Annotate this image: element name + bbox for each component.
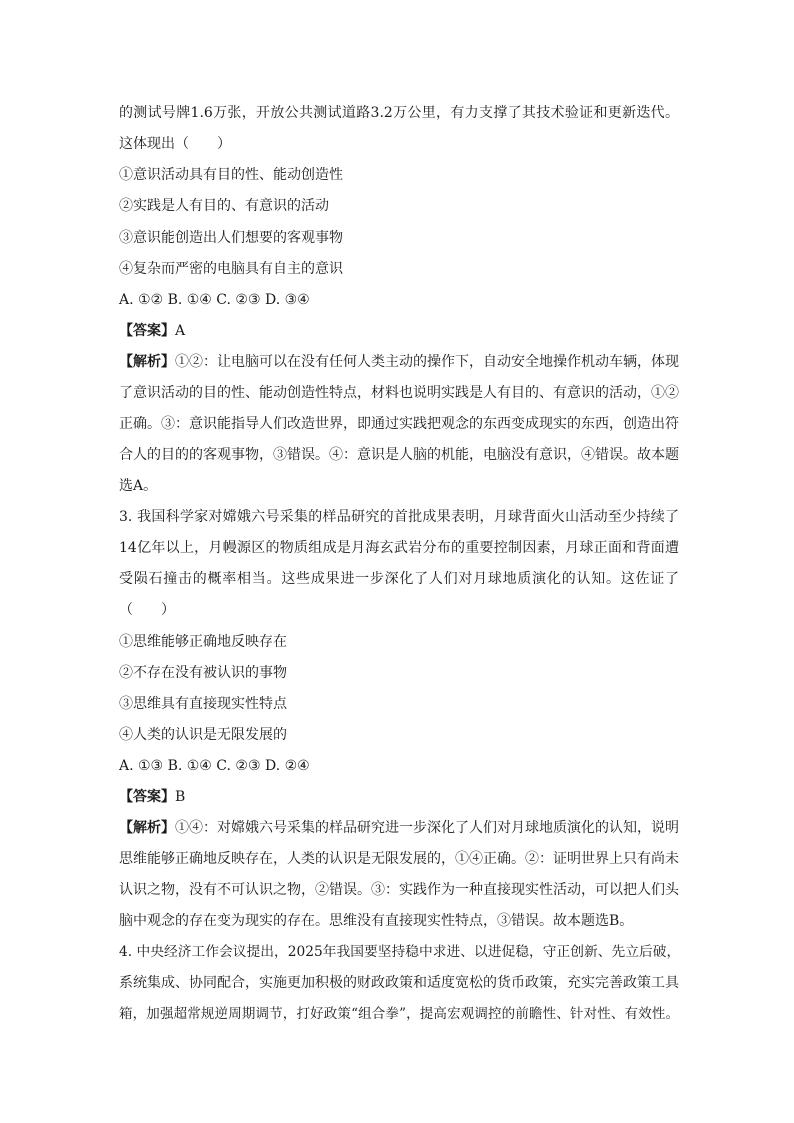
q2-analysis-label: 【解析】: [119, 354, 175, 370]
q4-stem-line-3: 箱，加强超常规逆周期调节，打好政策“组合拳”，提高宏观调控的前瞻性、针对性、有效性。: [119, 1006, 679, 1022]
q2-answer-label: 【答案】: [119, 323, 175, 339]
q3-analysis-line-4: 脑中观念的存在变为现实的存在。思维没有直接现实性特点，③错误。故本题选B。: [119, 913, 634, 929]
q2-analysis-text-1: ①②：让电脑可以在没有任何人类主动的操作下，自动安全地操作机动车辆，体现: [175, 354, 679, 370]
q2-analysis-line-5: 选A。: [119, 478, 158, 494]
q3-analysis-label: 【解析】: [119, 820, 175, 836]
q3-stem-line-2: 14亿年以上，月幔源区的物质组成是月海玄武岩分布的重要控制因素，月球正面和背面遭: [119, 540, 679, 556]
q3-option-4: ④人类的认识是无限发展的: [119, 727, 287, 743]
q2-analysis-line-3: 正确。③：意识能指导人们改造世界，即通过实践把观念的东西变成现实的东西，创造出符: [119, 416, 679, 432]
q3-analysis-line-3: 认识之物，没有不可认识之物，②错误。③：实践作为一种直接现实性活动，可以把人们头: [119, 882, 679, 898]
q3-stem-line-4: （ ）: [119, 602, 175, 618]
q3-analysis-line-1: [119, 818, 679, 838]
q3-answer-value: B: [175, 789, 186, 805]
q3-choices: A. ①③ B. ①④ C. ②③ D. ②④: [119, 758, 310, 774]
q2-answer-value: A: [175, 323, 186, 339]
q3-option-3: ③思维具有直接现实性特点: [119, 696, 287, 712]
q4-stem-line-1: 4. 中央经济工作会议提出，2025年我国要坚持稳中求进、以进促稳，守正创新、先立后破，: [119, 944, 681, 960]
q2-stem-line-2: 这体现出（ ）: [119, 136, 231, 152]
q2-option-1: ①意识活动具有目的性、能动创造性: [119, 167, 343, 183]
q3-answer: [119, 787, 679, 807]
q4-stem-line-2: 系统集成、协同配合，实施更加积极的财政政策和适度宽松的货币政策，充实完善政策工具: [119, 975, 679, 991]
q2-analysis-line-1: [119, 352, 679, 372]
q3-option-1: ①思维能够正确地反映存在: [119, 634, 287, 650]
q2-answer: [119, 321, 679, 341]
q3-analysis-line-2: 思维能够正确地反映存在，人类的认识是无限发展的，①④正确。②：证明世界上只有尚未: [119, 851, 679, 867]
q2-analysis-line-2: 了意识活动的目的性、能动创造性特点，材料也说明实践是人有目的、有意识的活动，①②: [119, 385, 679, 401]
q2-choices: A. ①② B. ①④ C. ②③ D. ③④: [119, 292, 310, 308]
q2-analysis-line-4: 合人的目的的客观事物，③错误。④：意识是人脑的机能，电脑没有意识，④错误。故本题: [119, 447, 679, 463]
q3-analysis-text-1: ①④：对嫦娥六号采集的样品研究进一步深化了人们对月球地质演化的认知，说明: [175, 820, 679, 836]
q2-option-3: ③意识能创造出人们想要的客观事物: [119, 230, 343, 246]
q2-stem-line-1: 的测试号牌1.6万张，开放公共测试道路3.2万公里，有力支撑了其技术验证和更新迭代。: [119, 105, 679, 121]
q3-stem-line-3: 受陨石撞击的概率相当。这些成果进一步深化了人们对月球地质演化的认知。这佐证了: [119, 571, 679, 587]
q3-option-2: ②不存在没有被认识的事物: [119, 665, 287, 681]
q3-stem-line-1: 3. 我国科学家对嫦娥六号采集的样品研究的首批成果表明，月球背面火山活动至少持续了: [119, 509, 679, 525]
q2-option-4: ④复杂而严密的电脑具有自主的意识: [119, 261, 343, 277]
q3-answer-label: 【答案】: [119, 789, 175, 805]
q2-option-2: ②实践是人有目的、有意识的活动: [119, 198, 329, 214]
